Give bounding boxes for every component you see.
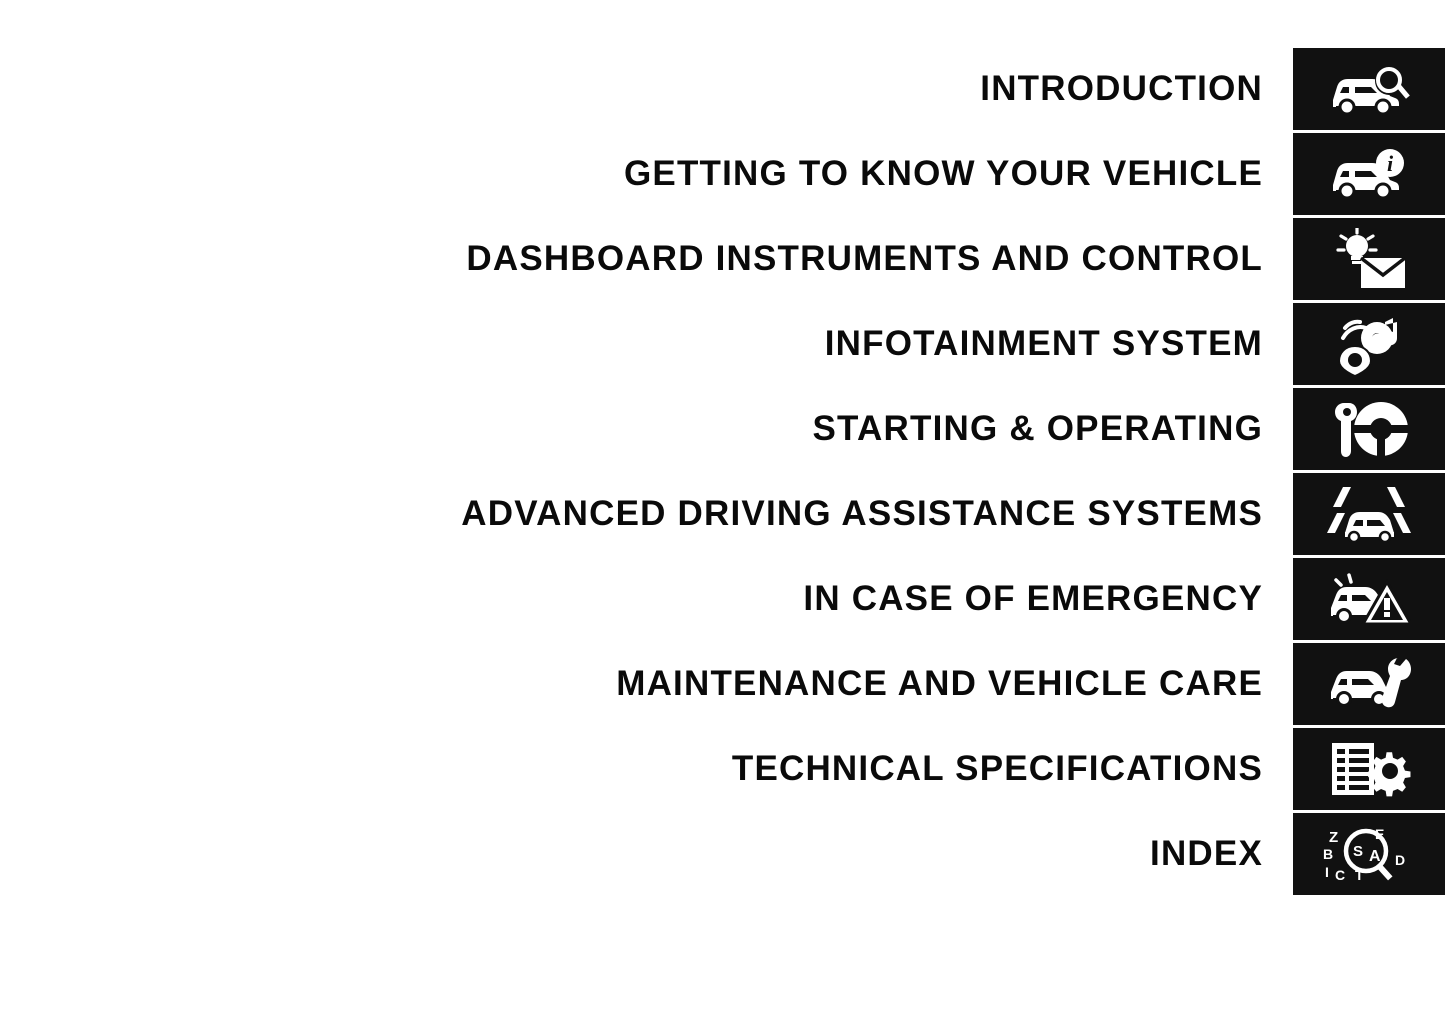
svg-text:C: C <box>1335 867 1346 883</box>
radio-navigation-icon <box>1327 312 1411 376</box>
car-info-icon <box>1327 145 1411 203</box>
lane-assist-car-icon <box>1327 483 1411 545</box>
toc-entry-in-case-of-emergency[interactable] <box>0 558 1445 640</box>
toc-label: STARTING & OPERATING <box>812 409 1263 448</box>
warning-lamp-envelope-icon <box>1327 228 1411 290</box>
toc-label: TECHNICAL SPECIFICATIONS <box>731 749 1263 788</box>
toc-entry-starting-and-operating[interactable] <box>0 388 1445 470</box>
car-breakdown-triangle-icon <box>1327 570 1411 628</box>
toc-tab-maintenance-and-vehicle-care[interactable] <box>1293 643 1445 725</box>
svg-text:B: B <box>1323 846 1334 862</box>
svg-text:A: A <box>1369 848 1381 865</box>
toc-tab-advanced-driving-assistance-systems[interactable] <box>1293 473 1445 555</box>
toc-label: INFOTAINMENT SYSTEM <box>824 324 1263 363</box>
car-wrench-icon <box>1327 656 1411 712</box>
toc-label: GETTING TO KNOW YOUR VEHICLE <box>623 154 1263 193</box>
svg-text:T: T <box>1355 867 1364 883</box>
toc-label: IN CASE OF EMERGENCY <box>803 579 1263 618</box>
toc-tab-infotainment-system[interactable] <box>1293 303 1445 385</box>
svg-text:D: D <box>1395 852 1406 868</box>
toc-tab-index[interactable] <box>1293 813 1445 895</box>
table-of-contents <box>0 48 1445 895</box>
toc-label: DASHBOARD INSTRUMENTS AND CONTROL <box>466 239 1263 278</box>
svg-text:E: E <box>1375 826 1385 842</box>
toc-label: MAINTENANCE AND VEHICLE CARE <box>616 664 1263 703</box>
toc-tab-introduction[interactable] <box>1293 48 1445 130</box>
toc-label: INTRODUCTION <box>980 69 1263 108</box>
toc-entry-infotainment-system[interactable] <box>0 303 1445 385</box>
toc-tab-starting-and-operating[interactable] <box>1293 388 1445 470</box>
toc-entry-advanced-driving-assistance-systems[interactable] <box>0 473 1445 555</box>
toc-entry-technical-specifications[interactable] <box>0 728 1445 810</box>
toc-tab-dashboard-instruments-and-control[interactable] <box>1293 218 1445 300</box>
document-gear-icon <box>1327 738 1411 800</box>
svg-text:S: S <box>1353 843 1364 860</box>
toc-tab-in-case-of-emergency[interactable] <box>1293 558 1445 640</box>
svg-text:I: I <box>1325 864 1329 880</box>
toc-tab-technical-specifications[interactable] <box>1293 728 1445 810</box>
svg-text:Z: Z <box>1329 829 1339 846</box>
svg-text:i: i <box>1386 151 1394 176</box>
toc-entry-dashboard-instruments-and-control[interactable] <box>0 218 1445 300</box>
toc-tab-getting-to-know-your-vehicle[interactable] <box>1293 133 1445 215</box>
toc-entry-index[interactable] <box>0 813 1445 895</box>
alphabet-magnifier-icon <box>1319 823 1419 885</box>
steering-wheel-key-icon <box>1327 399 1411 459</box>
toc-label: ADVANCED DRIVING ASSISTANCE SYSTEMS <box>461 494 1263 533</box>
toc-label: INDEX <box>1150 834 1263 873</box>
toc-entry-getting-to-know-your-vehicle[interactable] <box>0 133 1445 215</box>
toc-entry-maintenance-and-vehicle-care[interactable] <box>0 643 1445 725</box>
toc-entry-introduction[interactable] <box>0 48 1445 130</box>
car-magnifier-icon <box>1327 60 1411 118</box>
